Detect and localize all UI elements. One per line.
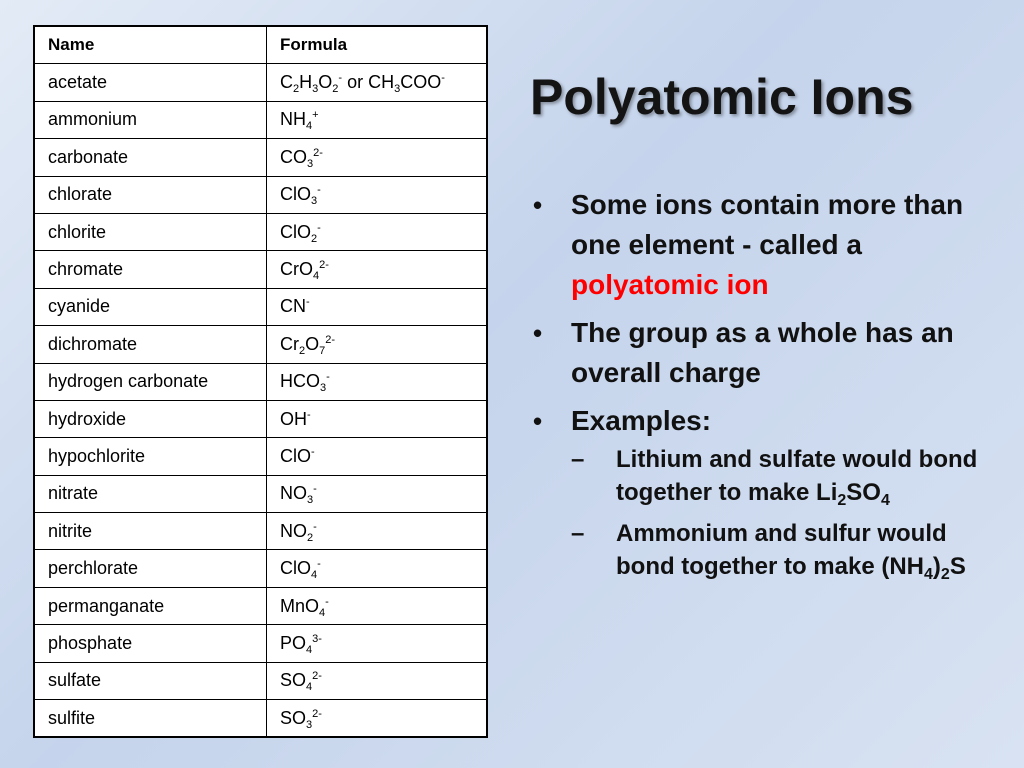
ion-name-cell: nitrite <box>34 513 267 550</box>
formula-text: SO <box>280 670 307 691</box>
polyatomic-ions-table <box>33 25 488 738</box>
ion-formula-cell <box>267 251 488 288</box>
bullet-text: Examples: <box>571 405 712 436</box>
subscript: 4 <box>880 492 890 509</box>
formula-subscript: 2 <box>332 83 339 96</box>
table-row <box>34 700 487 738</box>
bullet-examples <box>531 401 991 583</box>
formula-subscript: 3 <box>307 494 314 507</box>
ion-name-cell: phosphate <box>34 625 267 662</box>
ion-name-cell: cyanide <box>34 288 267 325</box>
table-row <box>34 363 487 400</box>
formula-charge: - <box>311 445 315 458</box>
formula-text: ClO <box>280 184 311 205</box>
ion-name-cell: acetate <box>34 64 267 101</box>
table-row <box>34 326 487 363</box>
ion-name-cell: hypochlorite <box>34 438 267 475</box>
formula-charge: - <box>441 72 445 85</box>
highlight-term: polyatomic ion <box>571 269 769 300</box>
ion-name-cell: carbonate <box>34 139 267 176</box>
formula-charge: - <box>317 221 321 234</box>
header-name: Name <box>34 26 267 64</box>
formula-subscript: 4 <box>313 270 320 283</box>
ion-name-cell: hydrogen carbonate <box>34 363 267 400</box>
table-row <box>34 587 487 624</box>
bullet-text: Some ions contain more than one element - called a <box>571 189 964 260</box>
ion-formula-cell <box>267 176 488 213</box>
table-row <box>34 64 487 101</box>
formula-text: ClO <box>280 221 311 242</box>
subscript: 2 <box>940 566 950 583</box>
example-text: SO <box>846 479 881 506</box>
formula-text: CrO <box>280 259 313 280</box>
ion-name-cell: sulfite <box>34 700 267 738</box>
table-row <box>34 176 487 213</box>
ion-formula-cell <box>267 363 488 400</box>
formula-charge: - <box>326 371 330 384</box>
ion-formula-cell <box>267 513 488 550</box>
formula-text: NO <box>280 483 307 504</box>
formula-text: COO <box>400 72 442 93</box>
table-header-row <box>34 26 487 64</box>
formula-text: O <box>305 333 320 354</box>
formula-subscript: 3 <box>306 718 313 731</box>
formula-charge: + <box>312 109 319 122</box>
formula-text: SO <box>280 707 307 728</box>
bullet-text: The group as a whole has an overall charge <box>571 317 954 388</box>
formula-subscript: 2 <box>299 344 306 357</box>
formula-subscript: 7 <box>319 344 326 357</box>
formula-subscript: 3 <box>394 83 401 96</box>
formula-text: CN <box>280 296 306 317</box>
table-row <box>34 101 487 138</box>
formula-charge: - <box>325 595 329 608</box>
formula-charge: 3- <box>312 632 322 645</box>
formula-subscript: 4 <box>311 569 318 582</box>
ion-name-cell: nitrate <box>34 475 267 512</box>
example-ammonium-sulfur <box>571 517 991 583</box>
bullet-dot-icon: • <box>533 318 543 348</box>
ion-formula-cell <box>267 587 488 624</box>
ion-name-cell: dichromate <box>34 326 267 363</box>
example-list <box>571 443 991 583</box>
ion-formula-cell <box>267 288 488 325</box>
ion-formula-cell <box>267 326 488 363</box>
formula-text: H <box>299 72 313 93</box>
ion-formula-cell <box>267 64 488 101</box>
formula-charge: - <box>338 72 343 85</box>
bullet-dot-icon: • <box>533 190 543 220</box>
table-row <box>34 251 487 288</box>
table-row <box>34 400 487 437</box>
formula-text: ClO <box>280 445 311 466</box>
dash-icon: – <box>571 446 585 473</box>
ion-name-cell: chlorite <box>34 213 267 250</box>
ion-name-cell: perchlorate <box>34 550 267 587</box>
table-row <box>34 550 487 587</box>
formula-charge: 2- <box>319 259 329 272</box>
ion-name-cell: hydroxide <box>34 400 267 437</box>
formula-subscript: 4 <box>319 606 326 619</box>
table-row <box>34 513 487 550</box>
formula-text: or CH <box>342 72 395 93</box>
formula-charge: 2- <box>312 670 322 683</box>
formula-subscript: 3 <box>320 382 327 395</box>
formula-subscript: 4 <box>306 643 313 656</box>
table-body <box>34 64 487 738</box>
ion-formula-cell <box>267 662 488 699</box>
table-row <box>34 662 487 699</box>
formula-subscript: 3 <box>312 83 319 96</box>
ion-name-cell: permanganate <box>34 587 267 624</box>
example-lithium-sulfate <box>571 443 991 509</box>
formula-charge: 2- <box>313 146 323 159</box>
ion-name-cell: ammonium <box>34 101 267 138</box>
formula-subscript: 2 <box>293 83 300 96</box>
bullet-polyatomic-definition <box>531 185 991 305</box>
example-text: Ammonium and sulfur would bond together to make (NH <box>616 520 947 580</box>
ion-formula-cell <box>267 625 488 662</box>
formula-text: ClO <box>280 558 311 579</box>
ion-name-cell: chlorate <box>34 176 267 213</box>
ion-formula-cell <box>267 438 488 475</box>
formula-text: HCO <box>280 371 320 392</box>
formula-text: NO <box>280 520 307 541</box>
ion-formula-cell <box>267 700 488 738</box>
ion-formula-cell <box>267 475 488 512</box>
bullet-overall-charge <box>531 313 991 393</box>
table-row <box>34 288 487 325</box>
formula-text: C <box>280 72 293 93</box>
formula-subscript: 2 <box>307 531 314 544</box>
table-row <box>34 438 487 475</box>
formula-charge: 2- <box>312 707 322 720</box>
table-row <box>34 475 487 512</box>
formula-charge: - <box>317 558 321 571</box>
formula-charge: - <box>313 483 317 496</box>
formula-charge: - <box>307 408 311 421</box>
ion-formula-cell <box>267 550 488 587</box>
formula-text: OH <box>280 408 307 429</box>
table-row <box>34 139 487 176</box>
ion-formula-cell <box>267 400 488 437</box>
subscript: 2 <box>837 492 847 509</box>
dash-icon: – <box>571 520 585 547</box>
formula-text: O <box>318 72 333 93</box>
formula-subscript: 4 <box>306 120 313 133</box>
ion-formula-cell <box>267 139 488 176</box>
subscript: 4 <box>924 566 933 583</box>
formula-subscript: 3 <box>311 195 318 208</box>
ion-name-cell: sulfate <box>34 662 267 699</box>
formula-subscript: 2 <box>311 232 318 245</box>
formula-subscript: 3 <box>307 157 314 170</box>
formula-subscript: 4 <box>306 681 313 694</box>
slide-title: Polyatomic Ions <box>530 69 914 125</box>
table-row <box>34 625 487 662</box>
formula-text: PO <box>280 632 307 653</box>
table-row <box>34 213 487 250</box>
formula-text: NH <box>280 109 306 130</box>
formula-text: CO <box>280 146 307 167</box>
header-formula: Formula <box>267 26 488 64</box>
example-text: Lithium and sulfate would bond together to make Li <box>616 446 978 506</box>
ion-formula-cell <box>267 101 488 138</box>
bullet-dot-icon: • <box>533 406 543 436</box>
formula-text: MnO <box>280 595 320 616</box>
formula-charge: - <box>317 184 321 197</box>
bullet-list <box>531 185 991 591</box>
formula-text: Cr <box>280 333 299 354</box>
formula-charge: - <box>313 520 317 533</box>
formula-charge: 2- <box>325 333 336 346</box>
ion-name-cell: chromate <box>34 251 267 288</box>
formula-charge: - <box>306 296 310 309</box>
example-text: ) <box>932 553 941 580</box>
example-text: S <box>949 553 966 580</box>
ion-formula-cell <box>267 213 488 250</box>
